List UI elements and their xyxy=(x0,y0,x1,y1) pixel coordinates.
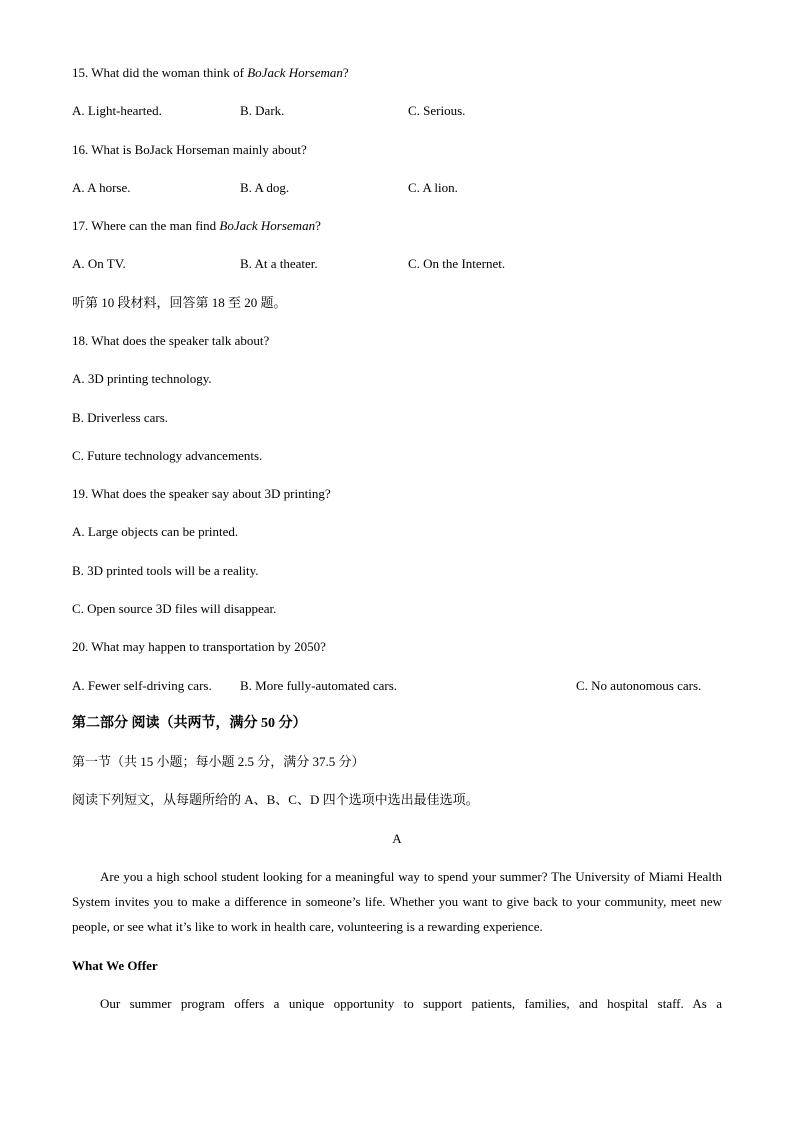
passage-paragraph-2: Our summer program offers a unique opportunity to support patients, families, and hospital staff. As a xyxy=(100,996,722,1011)
question-17-option-a: A. On TV. xyxy=(72,256,126,271)
question-17-suffix: ? xyxy=(315,218,321,233)
question-18-option-a: A. 3D printing technology. xyxy=(72,371,212,386)
question-16-option-c: C. A lion. xyxy=(408,180,458,195)
question-19-option-b: B. 3D printed tools will be a reality. xyxy=(72,563,259,578)
question-15-title: BoJack Horseman xyxy=(247,65,343,80)
question-15-option-b: B. Dark. xyxy=(240,103,285,118)
question-19: 19. What does the speaker say about 3D printing? xyxy=(72,486,331,501)
question-20-option-c: C. No autonomous cars. xyxy=(576,678,702,693)
question-17 xyxy=(72,218,321,234)
part-2-title: 第二部分 阅读（共两节，满分 50 分） xyxy=(72,716,307,731)
question-18-option-b: B. Driverless cars. xyxy=(72,410,169,425)
question-20-option-a: A. Fewer self-driving cars. xyxy=(72,678,212,693)
material-10-instruction: 听第 10 段材料，回答第 18 至 20 题。 xyxy=(72,295,287,310)
heading-what-we-offer: What We Offer xyxy=(72,958,158,973)
question-17-option-b: B. At a theater. xyxy=(240,256,318,271)
section-1-title: 第一节（共 15 小题；每小题 2.5 分，满分 37.5 分） xyxy=(72,754,365,769)
question-19-option-a: A. Large objects can be printed. xyxy=(72,524,239,539)
reading-instructions: 阅读下列短文，从每题所给的 A、B、C、D 四个选项中选出最佳选项。 xyxy=(72,792,479,807)
question-17-option-c: C. On the Internet. xyxy=(408,256,506,271)
question-16: 16. What is BoJack Horseman mainly about? xyxy=(72,142,307,157)
question-20: 20. What may happen to transportation by 2050? xyxy=(72,639,326,654)
question-15 xyxy=(72,65,349,81)
passage-paragraph-1: Are you a high school student looking for a meaningful way to spend your summer? The University of Miami Health System invites you to make a difference in someone’s life. Whether you want to give back to your community, meet new people, or see what it’s like to work in health care, volunteering is a rewarding experience. xyxy=(72,869,722,934)
question-20-option-b: B. More fully-automated cars. xyxy=(240,678,398,693)
question-19-option-c: C. Open source 3D files will disappear. xyxy=(72,601,277,616)
question-18: 18. What does the speaker talk about? xyxy=(72,333,270,348)
question-16-option-a: A. A horse. xyxy=(72,180,131,195)
question-18-option-c: C. Future technology advancements. xyxy=(72,448,263,463)
question-17-prefix: 17. Where can the man find xyxy=(72,218,220,233)
passage-label: A xyxy=(392,831,402,846)
question-15-option-a: A. Light-hearted. xyxy=(72,103,162,118)
question-15-option-c: C. Serious. xyxy=(408,103,466,118)
question-16-option-b: B. A dog. xyxy=(240,180,290,195)
question-15-suffix: ? xyxy=(342,65,349,80)
question-17-title: BoJack Horseman xyxy=(219,218,316,233)
question-15-prefix: 15. What did the woman think of xyxy=(72,65,248,80)
